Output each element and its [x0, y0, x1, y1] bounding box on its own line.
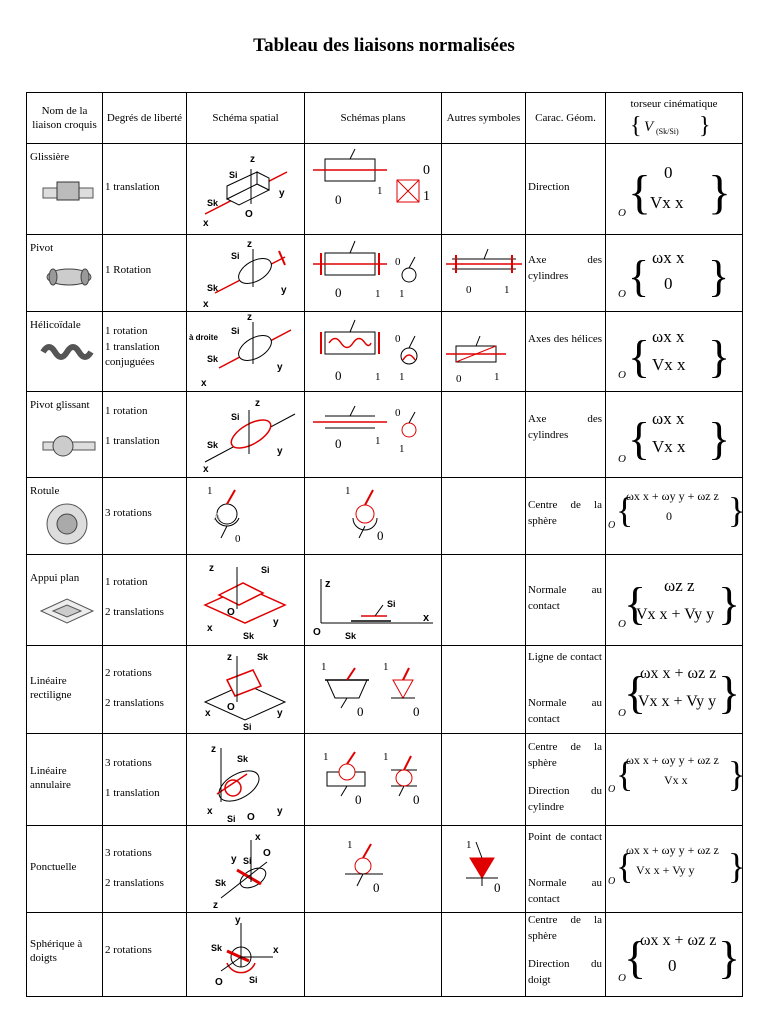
svg-text:1: 1	[323, 751, 329, 763]
svg-text:y: y	[277, 362, 283, 373]
svg-text:0: 0	[423, 163, 430, 178]
torsor-6	[606, 646, 742, 733]
header-planes: Schémas plans	[305, 93, 442, 144]
liaison-name: Pivot	[30, 242, 54, 254]
geom-text-2: Normale au contact	[528, 697, 602, 725]
svg-text:Si: Si	[387, 599, 396, 609]
svg-text:}: }	[708, 413, 731, 464]
row-pivot	[27, 235, 743, 312]
svg-text:y: y	[281, 285, 287, 296]
torsor-4	[606, 478, 746, 554]
svg-text:1: 1	[207, 485, 213, 497]
torsor-7	[606, 734, 746, 825]
dof-2: 1 translation	[105, 787, 160, 799]
svg-text:O: O	[608, 520, 616, 531]
svg-text:ωx x + ωz z: ωx x + ωz z	[640, 665, 717, 682]
svg-text:{: {	[616, 754, 634, 794]
geom-text: Direction	[528, 181, 570, 193]
svg-text:1: 1	[377, 185, 383, 197]
svg-text:{: {	[624, 932, 647, 983]
svg-text:y: y	[273, 617, 279, 628]
svg-text:{: {	[628, 413, 651, 464]
svg-text:}: }	[728, 490, 746, 530]
svg-text:1: 1	[466, 839, 472, 851]
pivot-glissant-sketch-icon	[41, 428, 97, 468]
svg-text:z: z	[247, 312, 252, 323]
svg-text:1: 1	[375, 371, 381, 383]
svg-text:0: 0	[373, 880, 380, 895]
geom-text-2: Direction du doigt	[528, 958, 602, 986]
helicoidale-plan-icon	[305, 312, 442, 391]
svg-text:{: {	[616, 490, 634, 530]
svg-text:1: 1	[423, 189, 430, 204]
svg-text:ωz z: ωz z	[664, 576, 695, 595]
svg-text:}: }	[718, 578, 741, 629]
svg-text:O: O	[247, 812, 255, 823]
svg-text:x: x	[205, 708, 211, 719]
geom-text: Centre de la sphère	[528, 499, 602, 527]
liaison-name: Appui plan	[30, 572, 80, 584]
pivot-spatial-icon	[187, 235, 305, 311]
svg-text:O: O	[618, 207, 626, 219]
svg-text:Sk: Sk	[237, 754, 249, 764]
liaison-name: Ponctuelle	[30, 861, 77, 873]
svg-text:Si: Si	[231, 412, 240, 422]
svg-text:z: z	[209, 563, 214, 574]
liaison-name: Linéaire annulaire	[30, 765, 71, 791]
svg-text:z: z	[325, 578, 331, 590]
page-title: Tableau des liaisons normalisées	[253, 35, 515, 56]
dof-1: 3 rotations	[105, 507, 152, 519]
svg-text:{: {	[628, 166, 652, 219]
svg-text:Sk: Sk	[211, 943, 223, 953]
geom-text: Axe des cylindres	[528, 254, 602, 282]
geom-text: Normale au contact	[528, 584, 602, 612]
dof-1: 1 rotation	[105, 405, 148, 417]
header-torsor: torseur cinématique { V (Sk/Si) }	[606, 93, 743, 144]
svg-text:}: }	[708, 252, 730, 301]
row-lineaire-annulaire	[27, 734, 743, 826]
row-lineaire-rectiligne	[27, 646, 743, 734]
svg-text:ωx x + ωy y + ωz z: ωx x + ωy y + ωz z	[626, 489, 719, 503]
svg-text:Vx x: Vx x	[652, 437, 686, 456]
svg-text:O: O	[618, 707, 626, 719]
svg-text:Sk: Sk	[207, 198, 219, 208]
svg-text:O: O	[618, 453, 626, 465]
svg-text:1: 1	[383, 661, 389, 673]
svg-text:Si: Si	[229, 170, 238, 180]
svg-text:}: }	[699, 113, 711, 139]
rotule-sketch-icon	[43, 500, 93, 550]
svg-text:Vx x + Vy y: Vx x + Vy y	[638, 693, 717, 710]
svg-text:x: x	[273, 945, 279, 956]
header-other: Autres symboles	[442, 93, 526, 144]
svg-text:Si: Si	[243, 722, 252, 732]
geom-text: Centre de la sphère	[528, 914, 602, 942]
svg-text:ωx x: ωx x	[652, 409, 685, 428]
svg-text:O: O	[313, 627, 321, 638]
svg-text:O: O	[215, 977, 223, 988]
svg-text:1: 1	[345, 485, 351, 497]
svg-text:Si: Si	[231, 326, 240, 336]
glissiere-plan-icon	[305, 144, 442, 234]
svg-text:0: 0	[668, 956, 677, 975]
svg-text:x: x	[203, 299, 209, 310]
svg-text:{: {	[624, 578, 647, 629]
geom-text: Centre de la sphère	[528, 741, 602, 769]
svg-text:O: O	[263, 848, 271, 859]
svg-text:0: 0	[413, 704, 420, 719]
svg-text:A: A	[213, 511, 221, 523]
pivot-glissant-plan-icon	[305, 392, 442, 477]
dof-2: 2 translations	[105, 697, 164, 709]
svg-text:z: z	[247, 239, 252, 250]
svg-text:O: O	[618, 288, 626, 300]
svg-text:O: O	[608, 784, 616, 795]
lineaire-annulaire-plan-icon	[305, 734, 442, 825]
svg-text:y: y	[235, 915, 241, 926]
svg-text:ωx x + ωz z: ωx x + ωz z	[640, 932, 717, 949]
svg-text:0: 0	[335, 285, 342, 300]
svg-text:}: }	[728, 846, 746, 886]
svg-text:z: z	[213, 900, 218, 911]
svg-text:x: x	[207, 623, 213, 634]
header-geom: Carac. Géom.	[526, 93, 606, 144]
svg-text:O: O	[618, 369, 626, 381]
appui-plan-spatial-icon	[187, 555, 305, 645]
geom-text: Axe des cylindres	[528, 413, 602, 441]
torsor-8	[606, 826, 746, 912]
svg-text:1: 1	[504, 284, 510, 296]
row-spherique-doigts	[27, 913, 743, 997]
helicoidale-other-icon	[442, 312, 526, 391]
appui-plan-sketch-icon	[37, 591, 97, 631]
svg-text:ωx x + ωy y + ωz z: ωx x + ωy y + ωz z	[626, 753, 719, 767]
svg-text:Si: Si	[261, 565, 270, 575]
svg-text:Sk: Sk	[345, 631, 357, 641]
svg-text:Si: Si	[227, 814, 236, 824]
pivot-plan-icon	[305, 235, 442, 311]
svg-text:Si: Si	[231, 251, 240, 261]
torsor-9	[606, 913, 742, 996]
svg-text:0: 0	[664, 274, 673, 293]
svg-text:0: 0	[395, 333, 401, 345]
svg-text:{: {	[628, 252, 650, 301]
svg-text:1: 1	[347, 839, 353, 851]
ponctuelle-plan-icon	[305, 826, 442, 912]
svg-text:V: V	[644, 119, 654, 135]
svg-text:x: x	[255, 832, 261, 843]
lineaire-rectiligne-spatial-icon	[187, 646, 305, 733]
svg-text:Vx x + Vy y: Vx x + Vy y	[636, 863, 695, 877]
liaison-name: Glissière	[30, 151, 70, 163]
svg-text:0: 0	[335, 368, 342, 383]
svg-text:x: x	[423, 612, 430, 624]
svg-text:x: x	[203, 464, 209, 475]
svg-text:1: 1	[321, 661, 327, 673]
svg-text:à droite: à droite	[189, 333, 218, 342]
svg-text:Vx x + Vy y: Vx x + Vy y	[636, 606, 715, 623]
dof-2: 1 translation conjuguées	[105, 341, 160, 368]
svg-text:O: O	[608, 876, 616, 887]
svg-text:Si: Si	[243, 856, 252, 866]
svg-text:}: }	[728, 754, 746, 794]
svg-text:O: O	[227, 702, 235, 713]
header-row	[27, 93, 743, 144]
svg-text:0: 0	[395, 256, 401, 268]
svg-text:Vx x: Vx x	[650, 193, 684, 212]
row-pivot-glissant	[27, 392, 743, 478]
svg-text:{: {	[630, 113, 642, 139]
glissiere-sketch-icon	[39, 174, 99, 214]
svg-text:O: O	[245, 209, 253, 220]
svg-text:1: 1	[375, 288, 381, 300]
dof-1: 1 rotation	[105, 325, 148, 337]
dof-1: 2 rotations	[105, 667, 152, 679]
row-helicoidale	[27, 312, 743, 392]
row-ponctuelle	[27, 826, 743, 913]
svg-text:Sk: Sk	[207, 440, 219, 450]
lineaire-rectiligne-plan-icon	[305, 646, 442, 733]
svg-text:}: }	[708, 331, 731, 382]
svg-text:1: 1	[399, 371, 405, 383]
svg-text:Sk: Sk	[257, 652, 269, 662]
dof-1: 2 rotations	[105, 944, 152, 956]
row-appui-plan	[27, 555, 743, 646]
torsor-header-symbol	[624, 113, 724, 139]
svg-text:1: 1	[399, 443, 405, 455]
svg-text:0: 0	[355, 792, 362, 807]
svg-text:1: 1	[494, 371, 500, 383]
geom-text-2: Direction du cylindre	[528, 785, 602, 813]
svg-text:0: 0	[235, 533, 241, 545]
svg-text:0: 0	[456, 373, 462, 385]
svg-text:Vx x: Vx x	[652, 355, 686, 374]
ponctuelle-spatial-icon	[187, 826, 305, 912]
appui-plan-plan-icon	[305, 555, 442, 645]
header-spatial: Schéma spatial	[187, 93, 305, 144]
svg-text:z: z	[211, 744, 216, 755]
geom-text: Ligne de contact	[528, 651, 602, 663]
liaison-name: Hélicoïdale	[30, 319, 81, 331]
svg-text:z: z	[250, 154, 255, 165]
svg-text:1: 1	[399, 288, 405, 300]
svg-text:0: 0	[664, 163, 673, 182]
liaison-name: Sphérique à doigts	[30, 938, 83, 964]
pivot-glissant-spatial-icon	[187, 392, 305, 477]
liaison-name: Linéaire rectiligne	[30, 675, 72, 701]
helicoidale-sketch-icon	[39, 338, 99, 382]
svg-text:{: {	[624, 667, 647, 718]
svg-text:0: 0	[466, 284, 472, 296]
dof-1: 3 rotations	[105, 757, 152, 769]
svg-text:ωx x: ωx x	[652, 248, 685, 267]
dof-1: 1 rotation	[105, 576, 148, 588]
svg-text:0: 0	[335, 436, 342, 451]
svg-text:x: x	[207, 806, 213, 817]
rotule-spatial-icon	[187, 478, 305, 554]
glissiere-spatial-icon	[187, 144, 305, 234]
svg-text:}: }	[718, 667, 741, 718]
header-name: Nom de la liaison croquis	[27, 93, 103, 144]
svg-text:0: 0	[666, 509, 672, 523]
geom-text: Point de contact	[528, 831, 602, 843]
svg-text:Sk: Sk	[243, 631, 255, 641]
torsor-0	[606, 144, 742, 234]
torsor-5	[606, 555, 742, 645]
svg-text:Sk: Sk	[207, 283, 219, 293]
row-rotule	[27, 478, 743, 555]
torsor-1	[606, 235, 742, 311]
svg-text:z: z	[227, 652, 232, 663]
geom-text-2: Normale au contact	[528, 877, 602, 905]
svg-text:x: x	[203, 218, 209, 229]
svg-text:0: 0	[357, 704, 364, 719]
dof-2: 2 translations	[105, 606, 164, 618]
dof-1: 1 translation	[105, 181, 160, 193]
liaison-name: Pivot glissant	[30, 399, 90, 411]
svg-text:y: y	[231, 854, 237, 865]
svg-text:z: z	[255, 398, 260, 409]
svg-text:Vx x: Vx x	[664, 773, 688, 787]
svg-text:Sk: Sk	[207, 354, 219, 364]
svg-text:0: 0	[335, 192, 342, 207]
svg-text:ωx x + ωy y + ωz z: ωx x + ωy y + ωz z	[626, 843, 719, 857]
torsor-3	[606, 392, 742, 477]
svg-text:y: y	[279, 188, 285, 199]
svg-text:y: y	[277, 708, 283, 719]
pivot-other-icon	[442, 235, 526, 311]
rotule-plan-icon	[305, 478, 442, 554]
dof-2: 1 translation	[105, 435, 160, 447]
dof-1: 3 rotations	[105, 847, 152, 859]
pivot-sketch-icon	[41, 259, 97, 299]
torsor-2	[606, 312, 742, 391]
svg-text:Sk: Sk	[215, 878, 227, 888]
svg-text:(Sk/Si): (Sk/Si)	[656, 127, 679, 136]
svg-text:0: 0	[494, 880, 501, 895]
svg-text:x: x	[201, 378, 207, 389]
geom-text: Axes des hélices	[528, 333, 602, 345]
svg-text:}: }	[718, 932, 741, 983]
liaisons-table	[26, 92, 746, 997]
svg-text:Si: Si	[249, 975, 258, 985]
svg-text:ωx x: ωx x	[652, 327, 685, 346]
dof-2: 2 translations	[105, 877, 164, 889]
ponctuelle-other-icon	[442, 826, 526, 912]
svg-text:0: 0	[377, 528, 384, 543]
svg-text:y: y	[277, 446, 283, 457]
svg-text:{: {	[628, 331, 651, 382]
header-dof: Degrés de liberté	[103, 93, 187, 144]
svg-text:O: O	[227, 607, 235, 618]
svg-text:O: O	[618, 972, 626, 984]
lineaire-annulaire-spatial-icon	[187, 734, 305, 825]
dof-1: 1 Rotation	[105, 264, 152, 276]
svg-text:0: 0	[395, 407, 401, 419]
svg-text:{: {	[616, 846, 634, 886]
svg-text:0: 0	[413, 792, 420, 807]
svg-text:y: y	[277, 806, 283, 817]
svg-text:}: }	[708, 166, 732, 219]
svg-text:1: 1	[383, 751, 389, 763]
helicoidale-spatial-icon	[187, 312, 305, 391]
svg-text:O: O	[618, 618, 626, 630]
row-glissiere	[27, 144, 743, 235]
spherique-doigts-spatial-icon	[187, 913, 305, 996]
svg-text:1: 1	[375, 435, 381, 447]
liaison-name: Rotule	[30, 485, 60, 497]
